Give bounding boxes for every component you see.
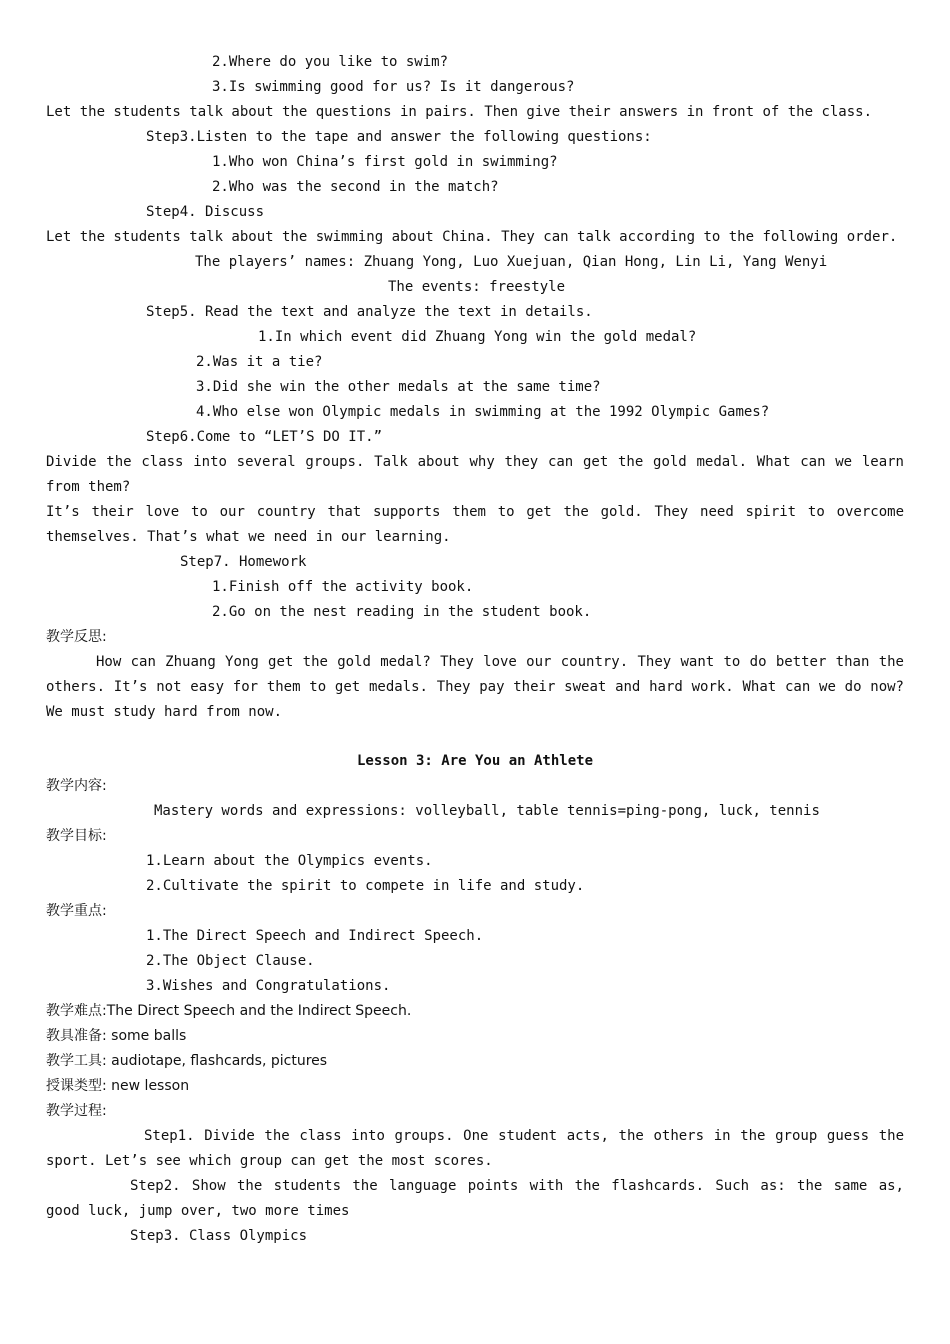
- instruction-discuss: Let the students talk about the swimming about China. They can talk according to the following order.: [46, 229, 898, 245]
- reflection-paragraph: How can Zhuang Yong get the gold medal? They love our country. They want to do better than the others. It’s not easy for them to get medals. They pay their sweat and hard work. What can we do now? We must study hard from now.: [46, 654, 904, 720]
- step6-heading: Step6.Come to “LET’S DO IT.”: [146, 429, 383, 445]
- reflection-label: 教学反思:: [46, 629, 107, 645]
- question-where-swim: 2.Where do you like to swim?: [212, 54, 449, 70]
- question-second: 2.Who was the second in the match?: [212, 179, 499, 195]
- content-label: 教学内容:: [46, 778, 107, 794]
- key-point-1: 1.The Direct Speech and Indirect Speech.: [146, 928, 484, 944]
- question-who-else: 4.Who else won Olympic medals in swimming at the 1992 Olympic Games?: [196, 404, 770, 420]
- lesson-type: 授课类型: new lesson: [46, 1078, 190, 1094]
- objective-2: 2.Cultivate the spirit to compete in life and study.: [146, 878, 585, 894]
- homework-item-2: 2.Go on the nest reading in the student book.: [212, 604, 592, 620]
- teaching-tools: 教学工具: audiotape, flashcards, pictures: [46, 1053, 328, 1069]
- question-swimming-good: 3.Is swimming good for us? Is it dangerous?: [212, 79, 575, 95]
- key-point-2: 2.The Object Clause.: [146, 953, 315, 969]
- question-tie: 2.Was it a tie?: [196, 354, 323, 370]
- step7-heading: Step7. Homework: [180, 554, 307, 570]
- players-names: The players’ names: Zhuang Yong, Luo Xuejuan, Qian Hong, Lin Li, Yang Wenyi: [195, 254, 828, 270]
- step3-heading: Step3.Listen to the tape and answer the following questions:: [146, 129, 652, 145]
- mastery-words: Mastery words and expressions: volleyball, table tennis=ping-pong, luck, tennis: [154, 803, 820, 819]
- teaching-aids: 教具准备: some balls: [46, 1028, 187, 1044]
- lesson-title: Lesson 3: Are You an Athlete: [357, 753, 594, 769]
- step1-paragraph: Step1. Divide the class into groups. One student acts, the others in the group guess the sport. Let’s see which group can get the most scores.: [46, 1128, 904, 1169]
- step2-paragraph: Step2. Show the students the language points with the flashcards. Such as: the same as, good luck, jump over, two more times: [46, 1178, 904, 1219]
- paragraph-love-country: It’s their love to our country that supports them to get the gold. They need spirit to overcome themselves. That’s what we need in our learning.: [46, 504, 904, 545]
- difficult-points: 教学难点:The Direct Speech and the Indirect Speech.: [46, 1003, 412, 1019]
- objective-1: 1.Learn about the Olympics events.: [146, 853, 433, 869]
- instruction-pairs: Let the students talk about the questions in pairs. Then give their answers in front of the class.: [46, 104, 873, 120]
- paragraph-divide-groups: Divide the class into several groups. Talk about why they can get the gold medal. What can we learn from them?: [46, 454, 904, 495]
- step5-heading: Step5. Read the text and analyze the text in details.: [146, 304, 593, 320]
- step3-class-olympics: Step3. Class Olympics: [130, 1228, 308, 1244]
- process-label: 教学过程:: [46, 1103, 107, 1119]
- question-other-medals: 3.Did she win the other medals at the same time?: [196, 379, 601, 395]
- events-line: The events: freestyle: [388, 279, 566, 295]
- question-first-gold: 1.Who won China’s first gold in swimming?: [212, 154, 558, 170]
- homework-item-1: 1.Finish off the activity book.: [212, 579, 474, 595]
- question-event: 1.In which event did Zhuang Yong win the gold medal?: [258, 329, 697, 345]
- objectives-label: 教学目标:: [46, 828, 107, 844]
- step4-heading: Step4. Discuss: [146, 204, 265, 220]
- key-point-3: 3.Wishes and Congratulations.: [146, 978, 391, 994]
- key-points-label: 教学重点:: [46, 903, 107, 919]
